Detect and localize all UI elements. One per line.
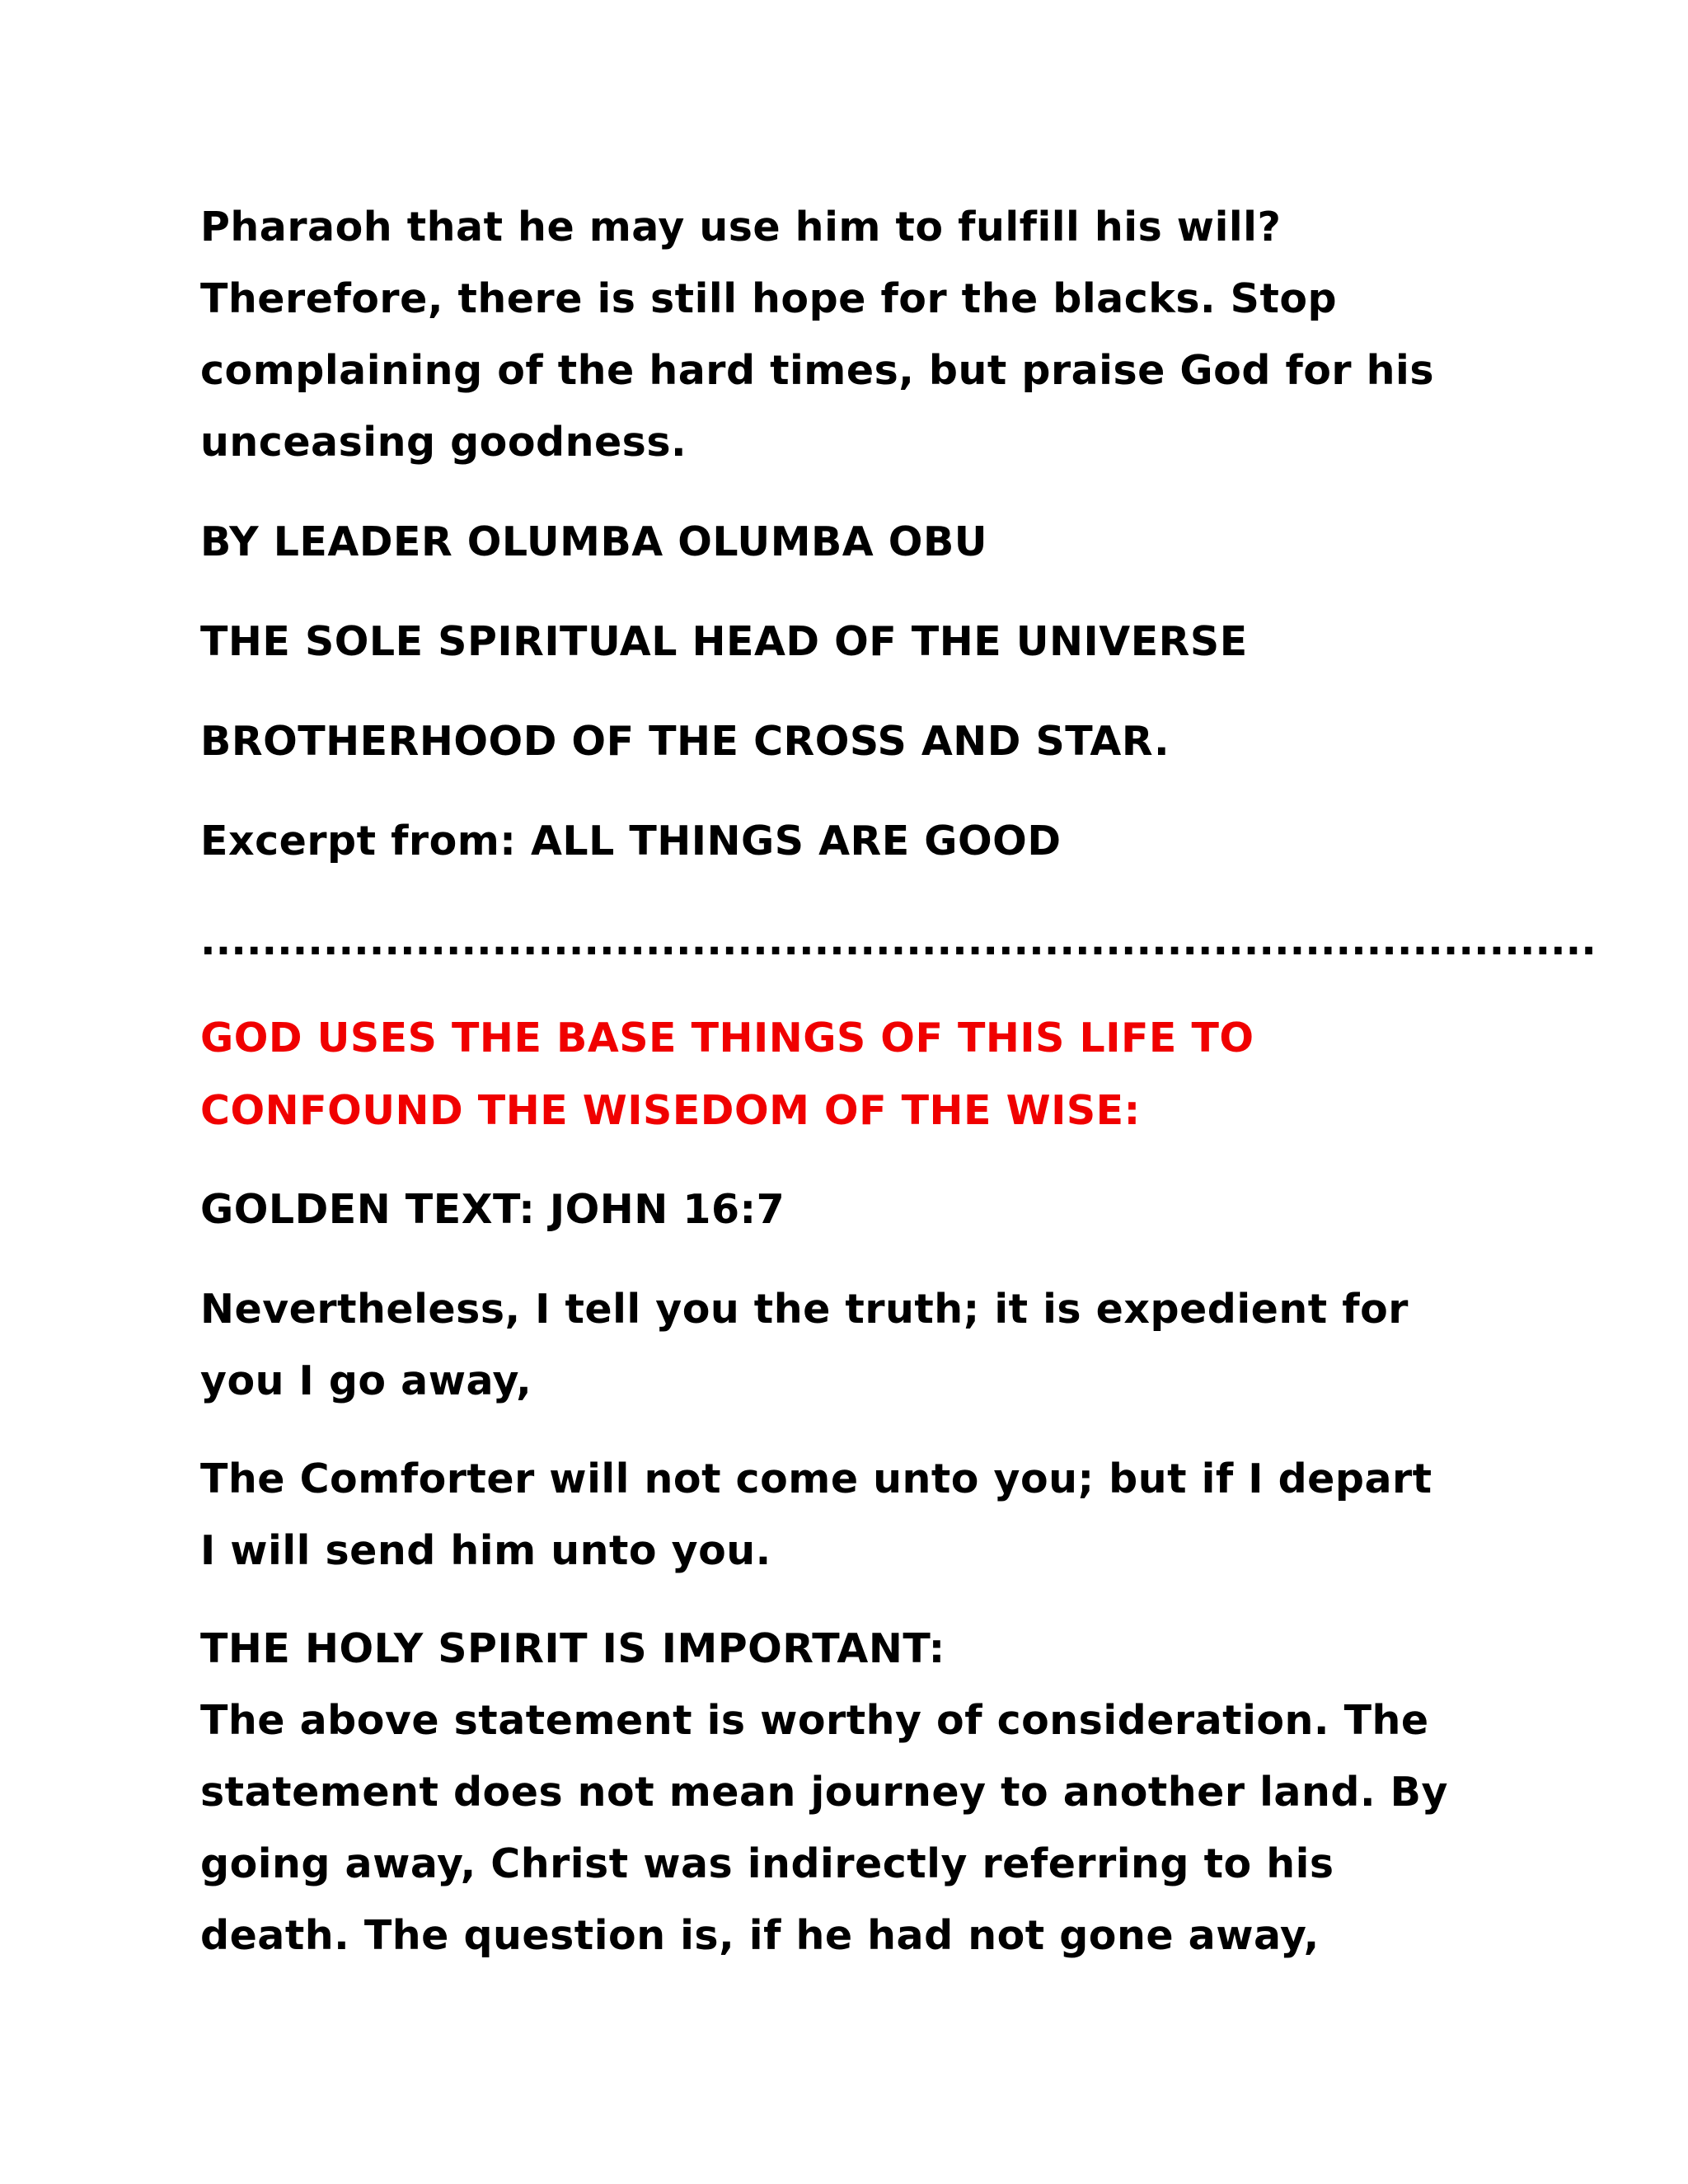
organization-line: BROTHERHOOD OF THE CROSS AND STAR.: [200, 718, 1170, 765]
intro-line-4: unceasing goodness.: [200, 419, 687, 466]
golden-text-heading: GOLDEN TEXT: JOHN 16:7: [200, 1186, 785, 1233]
intro-line-1: Pharaoh that he may use him to fulfill his will?: [200, 204, 1282, 251]
excerpt-line: Excerpt from: ALL THINGS ARE GOOD: [200, 818, 1062, 865]
section-heading-line-2: CONFOUND THE WISEDOM OF THE WISE:: [200, 1087, 1141, 1134]
body-line-3: going away, Christ was indirectly referring to his: [200, 1840, 1334, 1887]
author-line: BY LEADER OLUMBA OLUMBA OBU: [200, 518, 988, 565]
intro-line-3: complaining of the hard times, but praise God for his: [200, 347, 1435, 394]
body-line-4: death. The question is, if he had not gone away,: [200, 1912, 1320, 1959]
section-heading-line-1: GOD USES THE BASE THINGS OF THIS LIFE TO: [200, 1015, 1254, 1062]
intro-line-2: Therefore, there is still hope for the blacks. Stop: [200, 275, 1338, 322]
verse-line-2: you I go away,: [200, 1357, 532, 1404]
verse-line-3: The Comforter will not come unto you; but if I depart: [200, 1455, 1432, 1502]
title-line: THE SOLE SPIRITUAL HEAD OF THE UNIVERSE: [200, 618, 1248, 665]
body-line-2: statement does not mean journey to another land. By: [200, 1769, 1448, 1816]
verse-line-4: I will send him unto you.: [200, 1527, 771, 1574]
dotted-separator: ...........................................................................................: [200, 917, 1597, 964]
subheading: THE HOLY SPIRIT IS IMPORTANT:: [200, 1625, 945, 1672]
verse-line-1: Nevertheless, I tell you the truth; it is expedient for: [200, 1286, 1409, 1333]
body-line-1: The above statement is worthy of consideration. The: [200, 1697, 1429, 1744]
